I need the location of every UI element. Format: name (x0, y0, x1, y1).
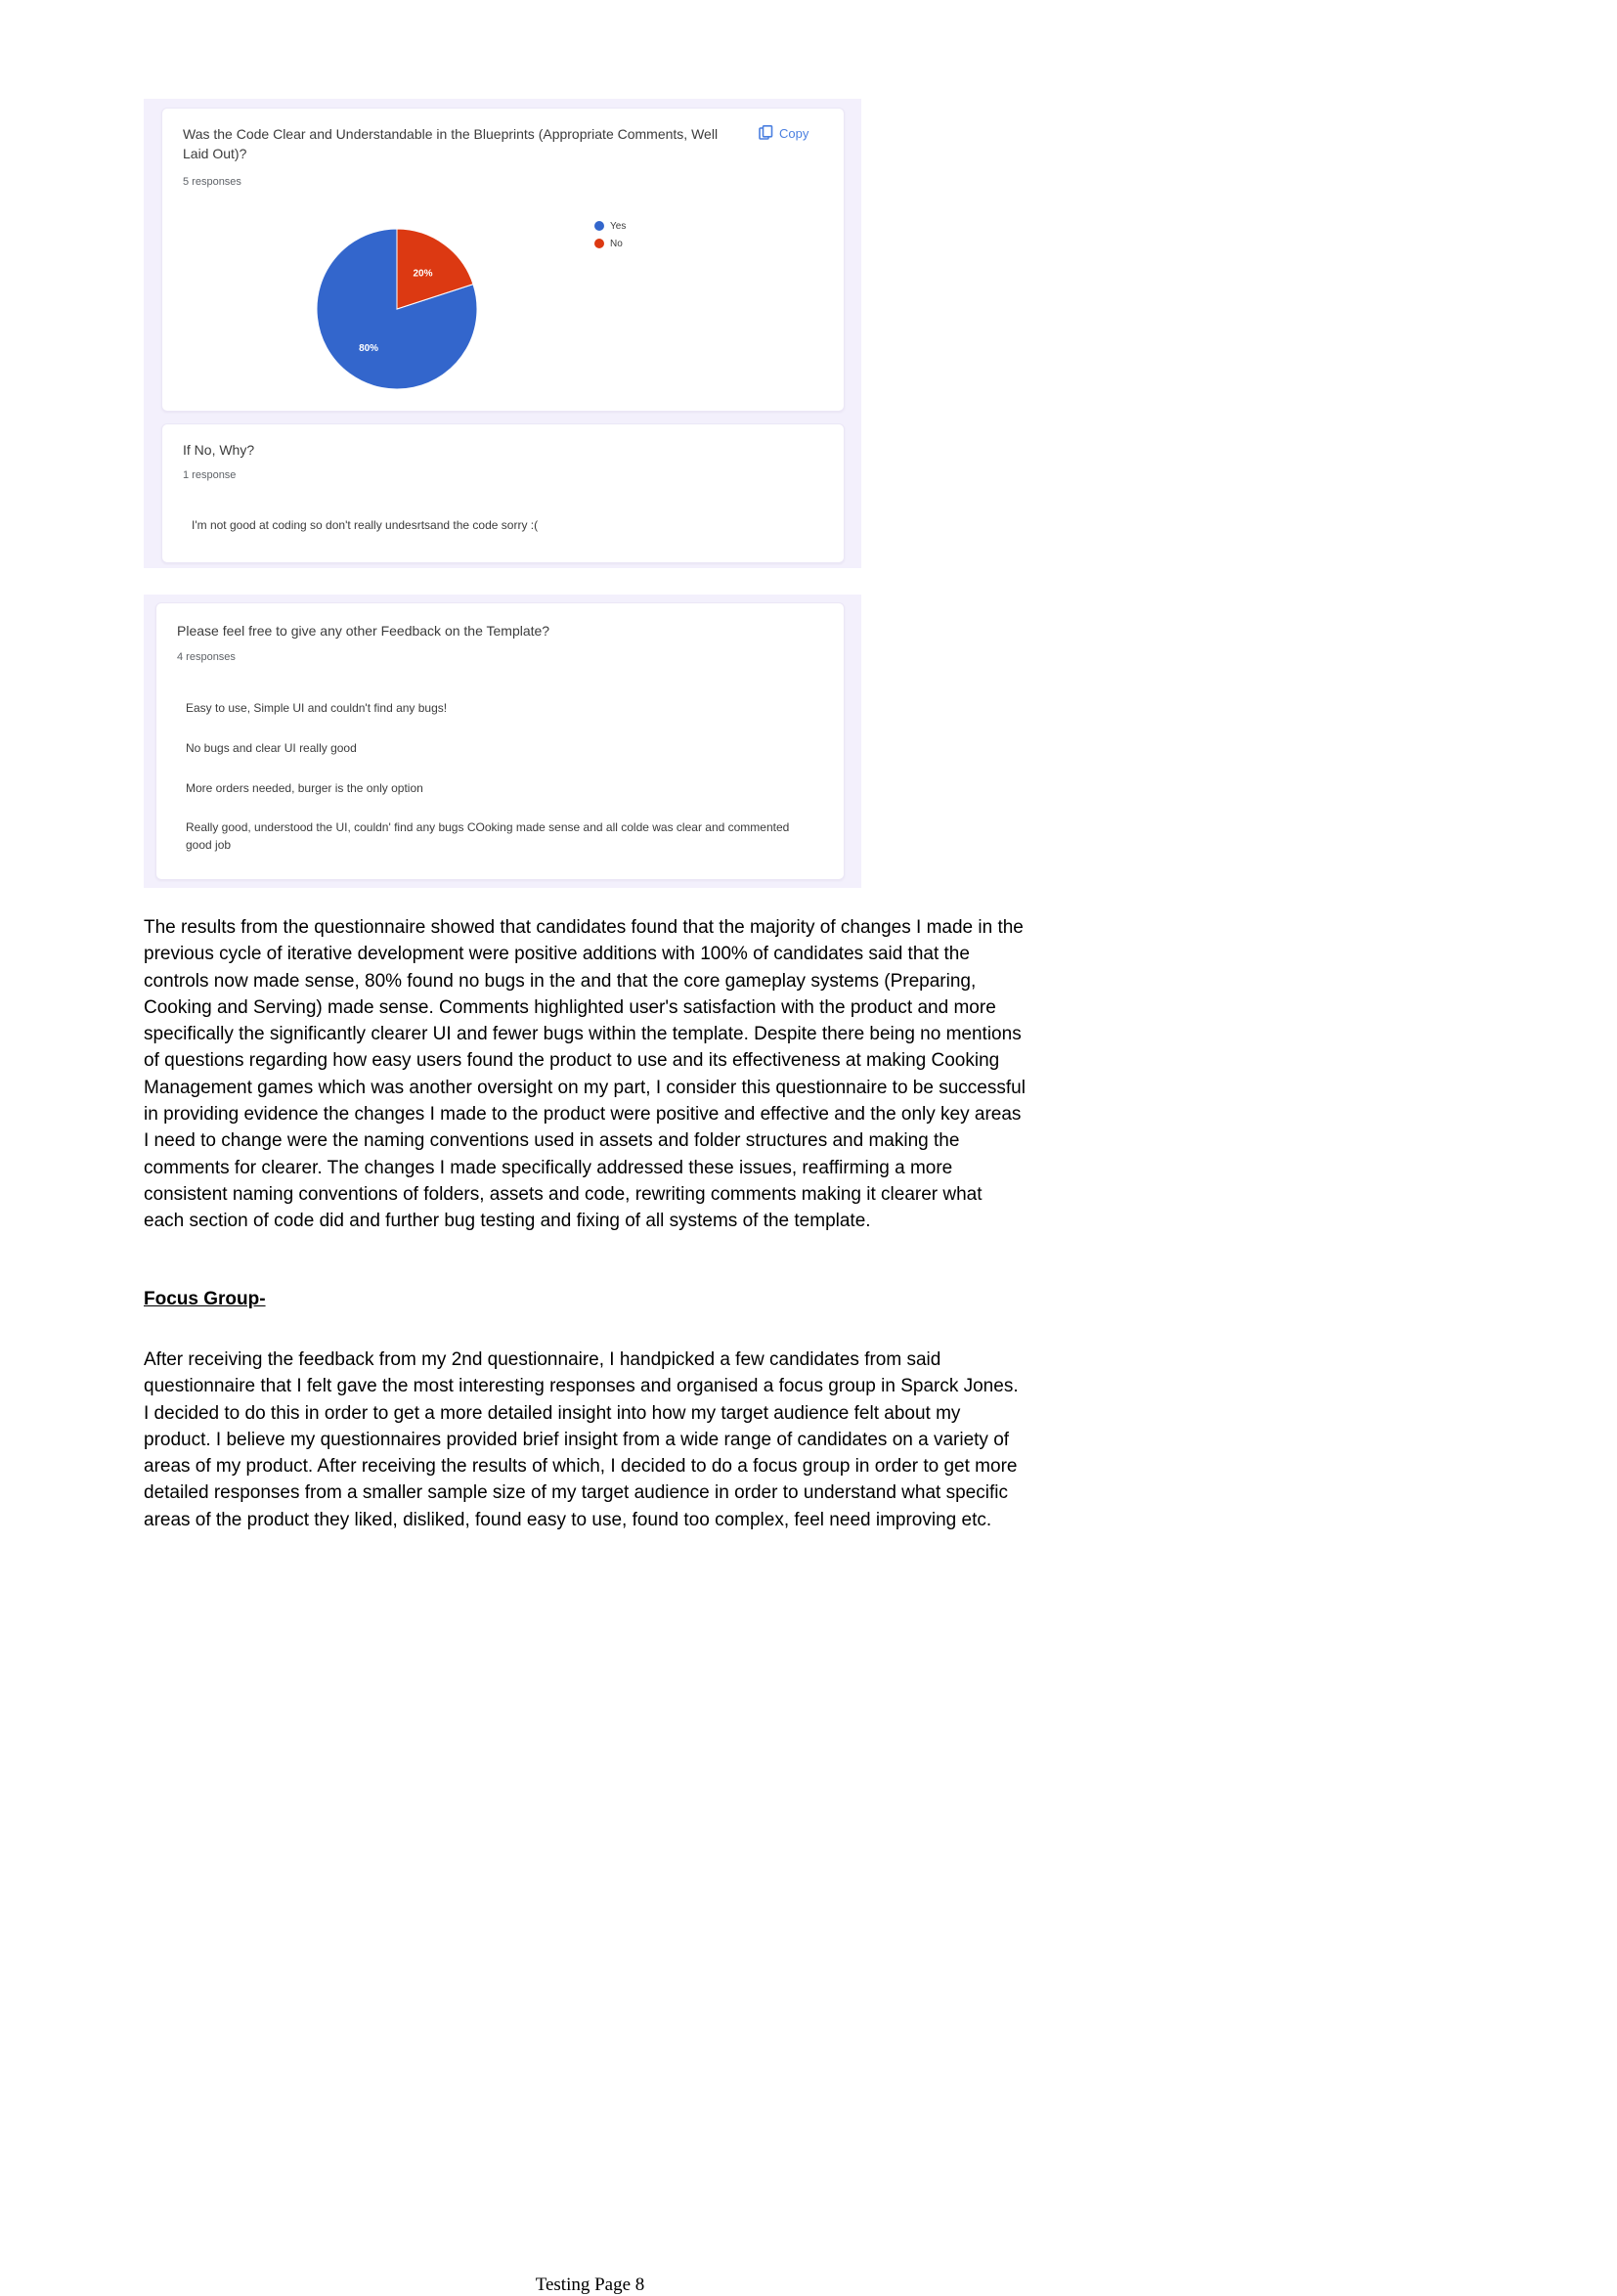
section-heading: Focus Group- (144, 1289, 266, 1309)
pie-label-yes: 80% (359, 342, 379, 354)
response-count: 5 responses (183, 176, 241, 188)
pie-label-no: 20% (413, 268, 433, 280)
response-text: No bugs and clear UI really good (186, 741, 357, 755)
copy-button[interactable] (758, 125, 808, 141)
response-text: Really good, understood the UI, couldn' find any bugs COoking made sense and all colde was clear and commented good job (186, 820, 790, 852)
pie-chart (299, 211, 495, 407)
question-title: Please feel free to give any other Feedback on the Template? (177, 623, 550, 639)
legend-swatch-no (594, 239, 604, 248)
response-text: More orders needed, burger is the only option (186, 781, 423, 795)
question-card (155, 602, 845, 880)
focus-group-paragraph: After receiving the feedback from my 2nd questionnaire, I handpicked a few candidates from said questionnaire that I felt gave the most interesting responses and organised a focus group in Sparck Jones. I decided to do this in order to get a more detailed insight into how my target audience felt about my product. I believe my questionnaires provided brief insight from a wide range of candidates on a variety of areas of my product. After receiving the results of which, I decided to do a focus group in order to get more detailed responses from a smaller sample size of my target audience in order to understand what specific areas of the product they liked, disliked, found easy to use, found too complex, feel need improving etc. (144, 1349, 1019, 1530)
question-title: If No, Why? (183, 442, 255, 458)
response-text: I'm not good at coding so don't really undesrtsand the code sorry :( (192, 518, 539, 532)
copy-icon (758, 125, 773, 141)
copy-label: Copy (779, 125, 809, 141)
legend-item-yes (594, 217, 626, 235)
chart-legend (594, 217, 626, 252)
response-count: 1 response (183, 469, 237, 481)
page-footer: Testing Page 8 (535, 2274, 645, 2295)
question-title: Was the Code Clear and Understandable in the Blueprints (Appropriate Comments, Well Laid Out)? (183, 126, 719, 161)
form-screenshot-2 (144, 595, 861, 888)
legend-item-no (594, 235, 626, 252)
response-count: 4 responses (177, 651, 236, 663)
question-card (161, 423, 845, 563)
legend-swatch-yes (594, 221, 604, 231)
legend-label-no: No (610, 238, 623, 249)
question-card (161, 108, 845, 412)
legend-label-yes: Yes (610, 220, 627, 232)
results-paragraph: The results from the questionnaire showed that candidates found that the majority of changes I made in the previous cycle of iterative development were positive additions with 100% of candidates said that the controls now made sense, 80% found no bugs in the and that the core gameplay systems (Preparing, Cooking and Serving) made sense. Comments highlighted user's satisfaction with the product and more specifically the significantly clearer UI and fewer bugs within the template. Despite there being no mentions of questions regarding how easy users found the product to use and its effectiveness at making Cooking Management games which was another oversight on my part, I consider this questionnaire to be successful in providing evidence the changes I made to the product were positive and effective and the only key areas I need to change were the naming conventions used in assets and folder structures and making the comments for clearer. The changes I made specifically addressed these issues, reaffirming a more consistent naming conventions of folders, assets and code, rewriting comments making it clearer what each section of code did and further bug testing and fixing of all systems of the template. (144, 917, 1026, 1232)
response-text: Easy to use, Simple UI and couldn't find any bugs! (186, 701, 448, 715)
form-screenshot-1 (144, 99, 861, 568)
